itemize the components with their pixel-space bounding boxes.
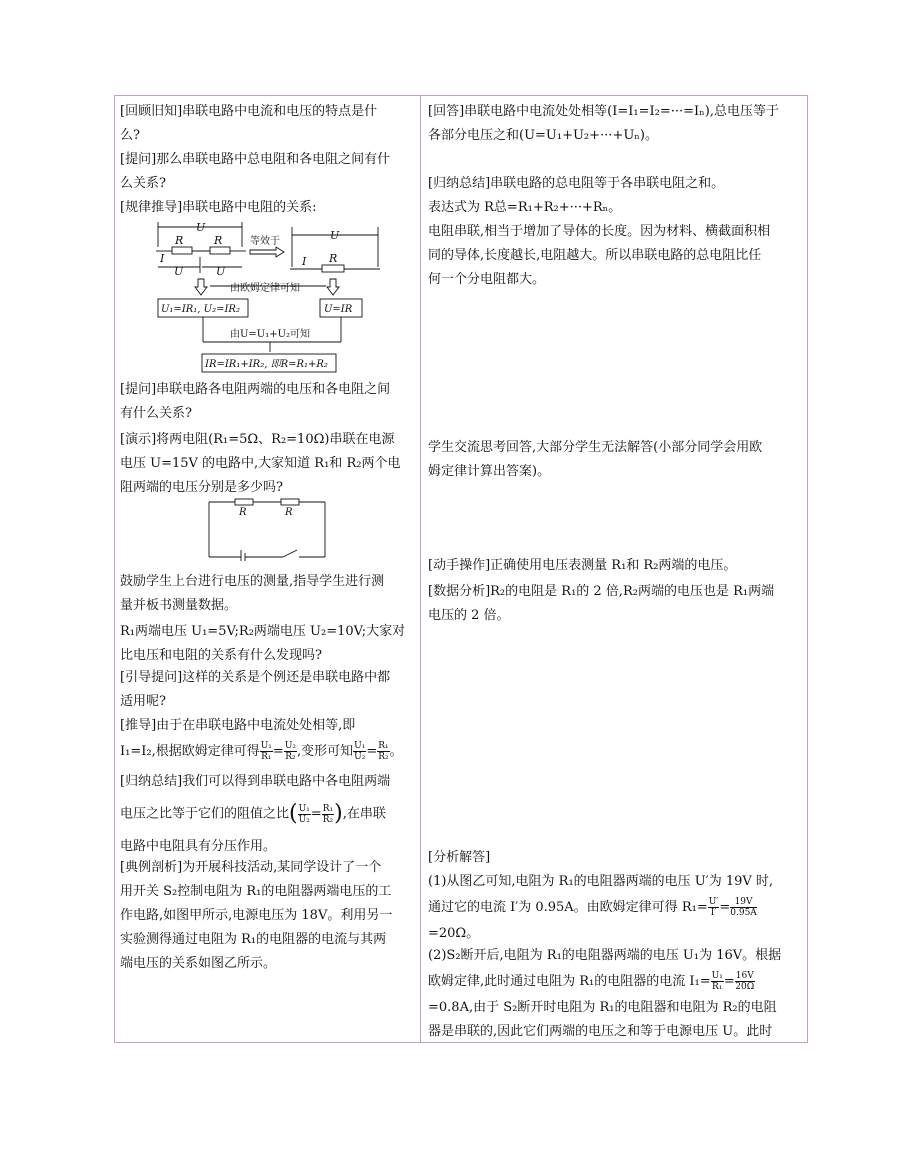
text-line: 鼓励学生上台进行电压的测量,指导学生进行测 <box>120 574 385 589</box>
fraction: $\frac{\text{U₁}}{\text{U₂}}$ <box>298 803 310 825</box>
fraction: $\frac{\text{U₁}}{\text{R₁}}$ <box>711 971 723 992</box>
text-line: [推导]由于在串联电路中电流处处相等,即 <box>120 718 356 733</box>
text-line: (2)S₂断开后,电阻为 R₁的电阻器两端的电压 U₁为 16V。根据 <box>428 948 782 963</box>
text-line: 欧姆定律,此时通过电阻为 R₁的电阻器的电流 I₁= $\frac{\text{U₁}}{\text{R₁}}$ = $\frac{16V}{20\Omega}$ <box>428 971 755 992</box>
student-response <box>428 436 804 484</box>
text-line: 器是串联的,因此它们两端的电压之和等于电源电压 U。此时 <box>428 1024 773 1039</box>
example <box>120 856 414 976</box>
text-line: 实验测得通过电阻为 R₁的电阻器的电流与其两 <box>120 932 387 947</box>
diagram-equiv-label: 等效于 <box>250 236 280 247</box>
text-line: I₁=I₂,根据欧姆定律可得 $\frac{\text{U₁}}{\text{R₁}}$ = $\frac{\text{U₂}}{\text{R₂}}$ ,变形可知 $\frac{\text{U₁}}{\text{U₂}}$ = $\frac{\text{R₁}}{\text{R₂}}$ 。 <box>120 741 403 762</box>
text-line: 电路中电阻具有分压作用。 <box>120 838 277 854</box>
solution-part-1 <box>428 870 804 946</box>
data-analysis <box>428 580 804 628</box>
deduce <box>120 714 414 766</box>
text-line: 何一个分电阻都大。 <box>428 272 546 287</box>
text-line: 量并板书测量数据。 <box>120 598 238 613</box>
series-circuit-diagram <box>205 493 330 561</box>
diagram-u-right: U <box>330 229 340 242</box>
text-line: =20Ω。 <box>428 926 480 941</box>
question-2 <box>120 378 414 426</box>
solution-title: [分析解答] <box>428 850 491 865</box>
question-1 <box>120 148 414 196</box>
fraction: $\frac{\text{U₂}}{\text{R₂}}$ <box>284 741 297 762</box>
text-line: [提问]串联电路各电阻两端的电压和各电阻之间 <box>120 382 391 397</box>
diagram-r-right: R <box>329 252 338 265</box>
text-line: 阻两端的电压分别是多少吗? <box>120 480 283 495</box>
circuit-r1: R <box>239 507 247 518</box>
fraction: $\frac{\text{R₁}}{\text{R₂}}$ <box>322 803 334 825</box>
text-line: 有什么关系? <box>120 406 192 421</box>
diagram-box2: U=IR <box>324 304 353 315</box>
derivation-title: [规律推导]串联电路中电阻的关系: <box>120 200 317 215</box>
text-line: R₁两端电压 U₁=5V;R₂两端电压 U₂=10V;大家对 <box>120 624 406 639</box>
diagram-box1: U₁=IR₁, U₂=IR₂ <box>161 304 240 315</box>
diagram-i-left: I <box>160 252 165 265</box>
text-line: 电压之比等于它们的阻值之比( $\frac{\text{U₁}}{\text{U₂}}$ = $\frac{\text{R₁}}{\text{R₂}}$ ),在串联 <box>120 801 386 826</box>
encourage <box>120 570 414 618</box>
fraction: $\frac{U'}{I'}$ <box>708 897 719 918</box>
fraction: $\frac{\text{U₁}}{\text{U₂}}$ <box>354 741 366 762</box>
circuit-r2: R <box>285 507 293 518</box>
text-line: (1)从图乙可知,电阻为 R₁的电阻器两端的电压 U′为 19V 时, <box>428 874 774 889</box>
text-line: 么关系? <box>120 176 166 191</box>
text-line: 姆定律计算出答案)。 <box>428 464 551 479</box>
diagram-u-left: U <box>196 221 206 234</box>
diagram-sum-note: 由U=U₁+U₂可知 <box>230 329 311 340</box>
diagram-u2: U <box>216 265 226 278</box>
diagram-i-right: I <box>302 255 307 268</box>
text-line: 电阻串联,相当于增加了导体的长度。因为材料、横截面积相 <box>428 224 771 239</box>
text-line: [典例剖析]为开展科技活动,某同学设计了一个 <box>120 860 382 875</box>
text-line: 用开关 S₂控制电阻为 R₁的电阻器两端电压的工 <box>120 884 392 899</box>
guide-question <box>120 666 414 714</box>
text-line: 比电压和电阻的关系有什么发现吗? <box>120 648 322 663</box>
diagram-ohm-note: 由欧姆定律可知 <box>230 283 300 294</box>
text-line: 各部分电压之和(U=U₁+U₂+···+Uₙ)。 <box>428 128 658 143</box>
summary-left <box>120 770 414 859</box>
text-line: 电压的 2 倍。 <box>428 608 510 623</box>
fraction: $\frac{19V}{0.95A}$ <box>730 897 757 918</box>
text-line: [数据分析]R₂的电阻是 R₁的 2 倍,R₂两端的电压也是 R₁两端 <box>428 584 775 599</box>
column-divider <box>420 95 421 1043</box>
text-line: 通过它的电流 I′为 0.95A。由欧姆定律可得 R₁= $\frac{U'}{I'}$ = $\frac{19V}{0.95A}$ <box>428 897 757 918</box>
hands-on: [动手操作]正确使用电压表测量 R₁和 R₂两端的电压。 <box>428 558 737 573</box>
text-line: 表达式为 R总=R₁+R₂+···+Rₙ。 <box>428 200 622 215</box>
diagram-u1: U <box>174 265 184 278</box>
demo <box>120 428 414 500</box>
explanation <box>428 220 804 292</box>
text-line: 么? <box>120 128 140 143</box>
answer <box>428 100 804 148</box>
text-line: [引导提问]这样的关系是个例还是串联电路中都 <box>120 670 391 685</box>
text-line: 学生交流思考回答,大部分学生无法解答(小部分同学会用欧 <box>428 440 763 455</box>
text-line: [演示]将两电阻(R₁=5Ω、R₂=10Ω)串联在电源 <box>120 432 395 447</box>
text-line: 作电路,如图甲所示,电源电压为 18V。利用另一 <box>120 908 393 923</box>
measurement <box>120 620 414 668</box>
diagram-box3: IR=IR₁+IR₂, 即R=R₁+R₂ <box>205 359 328 370</box>
text-line: [回答]串联电路中电流处处相等(I=I₁=I₂=···=Iₙ),总电压等于 <box>428 104 779 119</box>
text-line: [提问]那么串联电路中总电阻和各电阻之间有什 <box>120 152 391 167</box>
text-line: [回顾旧知]串联电路中电流和电压的特点是什 <box>120 104 378 119</box>
fraction: $\frac{\text{R₁}}{\text{R₂}}$ <box>378 741 389 762</box>
text-line: 同的导体,长度越长,电阻越大。所以串联电路的总电阻比任 <box>428 248 762 263</box>
text-line: 适用呢? <box>120 694 166 709</box>
solution-part-2 <box>428 944 804 1044</box>
text-line: =0.8A,由于 S₂断开时电阻为 R₁的电阻器和电阻为 R₂的电阻 <box>428 1000 777 1015</box>
text-line: 电压 U=15V 的电路中,大家知道 R₁和 R₂两个电 <box>120 456 401 471</box>
text-line: 端电压的关系如图乙所示。 <box>120 956 277 971</box>
review-question <box>120 100 414 148</box>
fraction: $\frac{\text{U₁}}{\text{R₁}}$ <box>260 741 272 762</box>
diagram-r2: R <box>214 234 223 247</box>
resistance-derivation-diagram <box>150 217 390 377</box>
text-line: [归纳总结]我们可以得到串联电路中各电阻两端 <box>120 774 391 789</box>
diagram-r1: R <box>175 234 184 247</box>
summary-right <box>428 172 804 220</box>
text-line: [归纳总结]串联电路的总电阻等于各串联电阻之和。 <box>428 176 725 191</box>
fraction: $\frac{16V}{20\Omega}$ <box>735 971 755 992</box>
